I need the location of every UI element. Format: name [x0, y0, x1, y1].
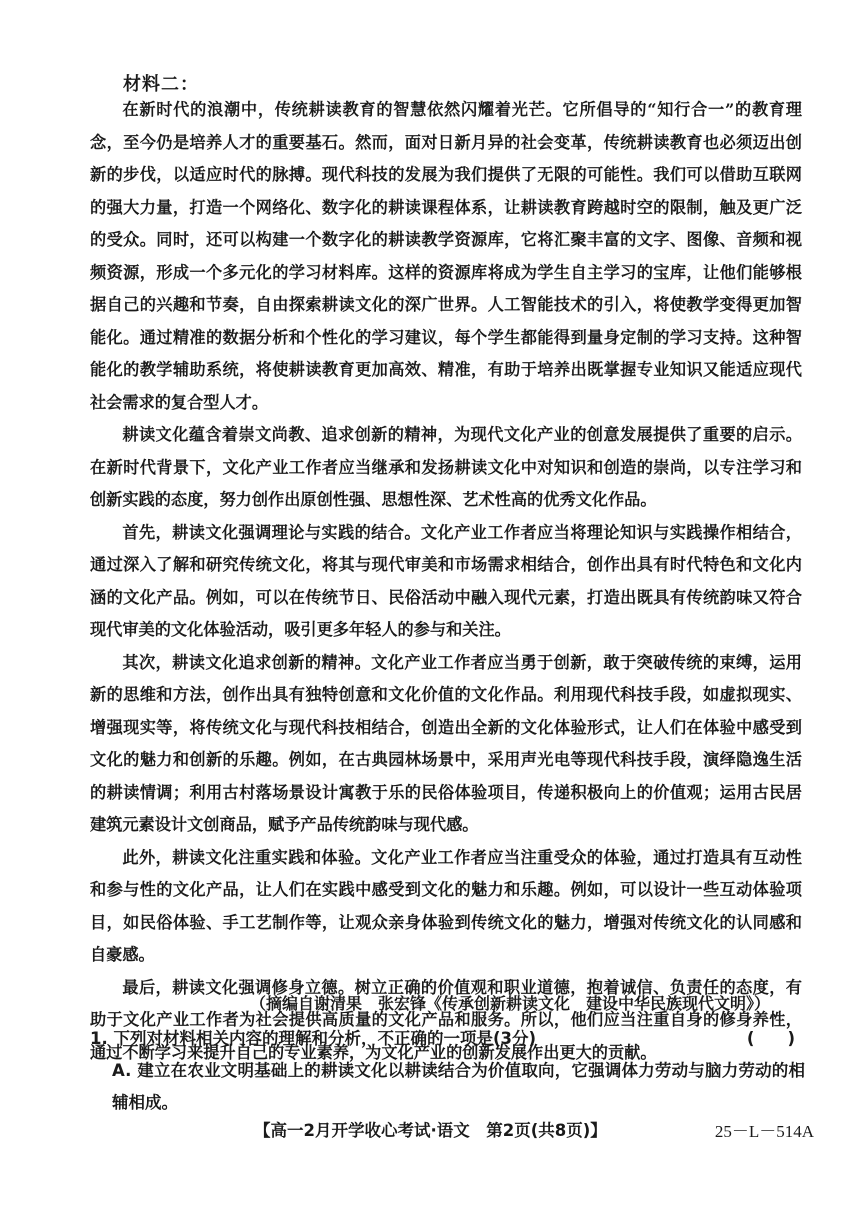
exam-info: 【高一2月开学收心考试·语文 第2页(共8页)】	[254, 1121, 607, 1140]
page-footer	[254, 1117, 814, 1142]
source-citation: （摘编自谢清果 张宏锋《传承创新耕读文化 建设中华民族现代文明》）	[250, 994, 771, 1013]
material-heading: 材料二：	[123, 74, 199, 95]
question-stem: 1. 下列对材料相关内容的理解和分析，不正确的一项是(3分)	[90, 1029, 537, 1048]
question-1	[90, 1023, 805, 1119]
paragraph-4: 其次，耕读文化追求创新的精神。文化产业工作者应当勇于创新，敢于突破传统的束缚，运用新的思维和方法，创作出具有独特创意和文化价值的文化作品。利用现代科技手段，如虚拟现实、增强现实等，将传统文化与现代科技相结合，创造出全新的文化体验形式，让人们在体验中感受到文化的魅力和创新的乐趣。例如，在古典园林场景中，采用声光电等现代科技手段，演绎隐逸生活的耕读情调；利用古村落场景设计寓教于乐的民俗体验项目，传递积极向上的价值观；运用古民居建筑元素设计文创商品，赋予产品传统韵味与现代感。	[90, 652, 802, 834]
option-a: A. 建立在农业文明基础上的耕读文化以耕读结合为价值取向，它强调体力劳动与脑力劳动的相辅相成。	[112, 1061, 805, 1112]
paragraph-1: 在新时代的浪潮中，传统耕读教育的智慧依然闪耀着光芒。它所倡导的“知行合一”的教育理念，至今仍是培养人才的重要基石。然而，面对日新月异的社会变革，传统耕读教育也必须迈出创新的步伐，以适应时代的脉搏。现代科技的发展为我们提供了无限的可能性。我们可以借助互联网的强大力量，打造一个网络化、数字化的耕读课程体系，让耕读教育跨越时空的限制，触及更广泛的受众。同时，还可以构建一个数字化的耕读教学资源库，它将汇聚丰富的文字、图像、音频和视频资源，形成一个多元化的学习材料库。这样的资源库将成为学生自主学习的宝库，让他们能够根据自己的兴趣和节奏，自由探索耕读文化的深广世界。人工智能技术的引入，将使教学变得更加智能化。通过精准的数据分析和个性化的学习建议，每个学生都能得到量身定制的学习支持。这种智能化的教学辅助系统，将使耕读教育更加高效、精准，有助于培养出既掌握专业知识又能适应现代社会需求的复合型人才。	[90, 100, 802, 412]
exam-code: 25－L－514A	[714, 1122, 814, 1141]
paragraph-3: 首先，耕读文化强调理论与实践的结合。文化产业工作者应当将理论知识与实践操作相结合，通过深入了解和研究传统文化，将其与现代审美和市场需求相结合，创作出具有时代特色和文化内涵的文化产品。例如，可以在传统节日、民俗活动中融入现代元素，打造出既具有传统韵味又符合现代审美的文化体验活动，吸引更多年轻人的参与和关注。	[90, 522, 802, 639]
paragraph-5: 此外，耕读文化注重实践和体验。文化产业工作者应当注重受众的体验，通过打造具有互动性和参与性的文化产品，让人们在实践中感受到文化的魅力和乐趣。例如，可以设计一些互动体验项目，如民俗体验、手工艺制作等，让观众亲身体验到传统文化的魅力，增强对传统文化的认同感和自豪感。	[90, 847, 802, 964]
answer-blank: ( )	[746, 1029, 795, 1048]
material-body	[90, 94, 802, 1069]
question-stem-row	[90, 1023, 805, 1055]
paragraph-6: 最后，耕读文化强调修身立德。树立正确的价值观和职业道德，抱着诚信、负责任的态度，有助于文化产业工作者为社会提供高质量的文化产品和服务。所以，他们应当注重自身的修身养性，通过不断学习来提升自己的专业素养，为文化产业的创新发展作出更大的贡献。	[90, 977, 802, 1062]
paragraph-2: 耕读文化蕴含着崇文尚教、追求创新的精神，为现代文化产业的创意发展提供了重要的启示。在新时代背景下，文化产业工作者应当继承和发扬耕读文化中对知识和创造的崇尚，以专注学习和创新实践的态度，努力创作出原创性强、思想性深、艺术性高的优秀文化作品。	[90, 425, 802, 509]
